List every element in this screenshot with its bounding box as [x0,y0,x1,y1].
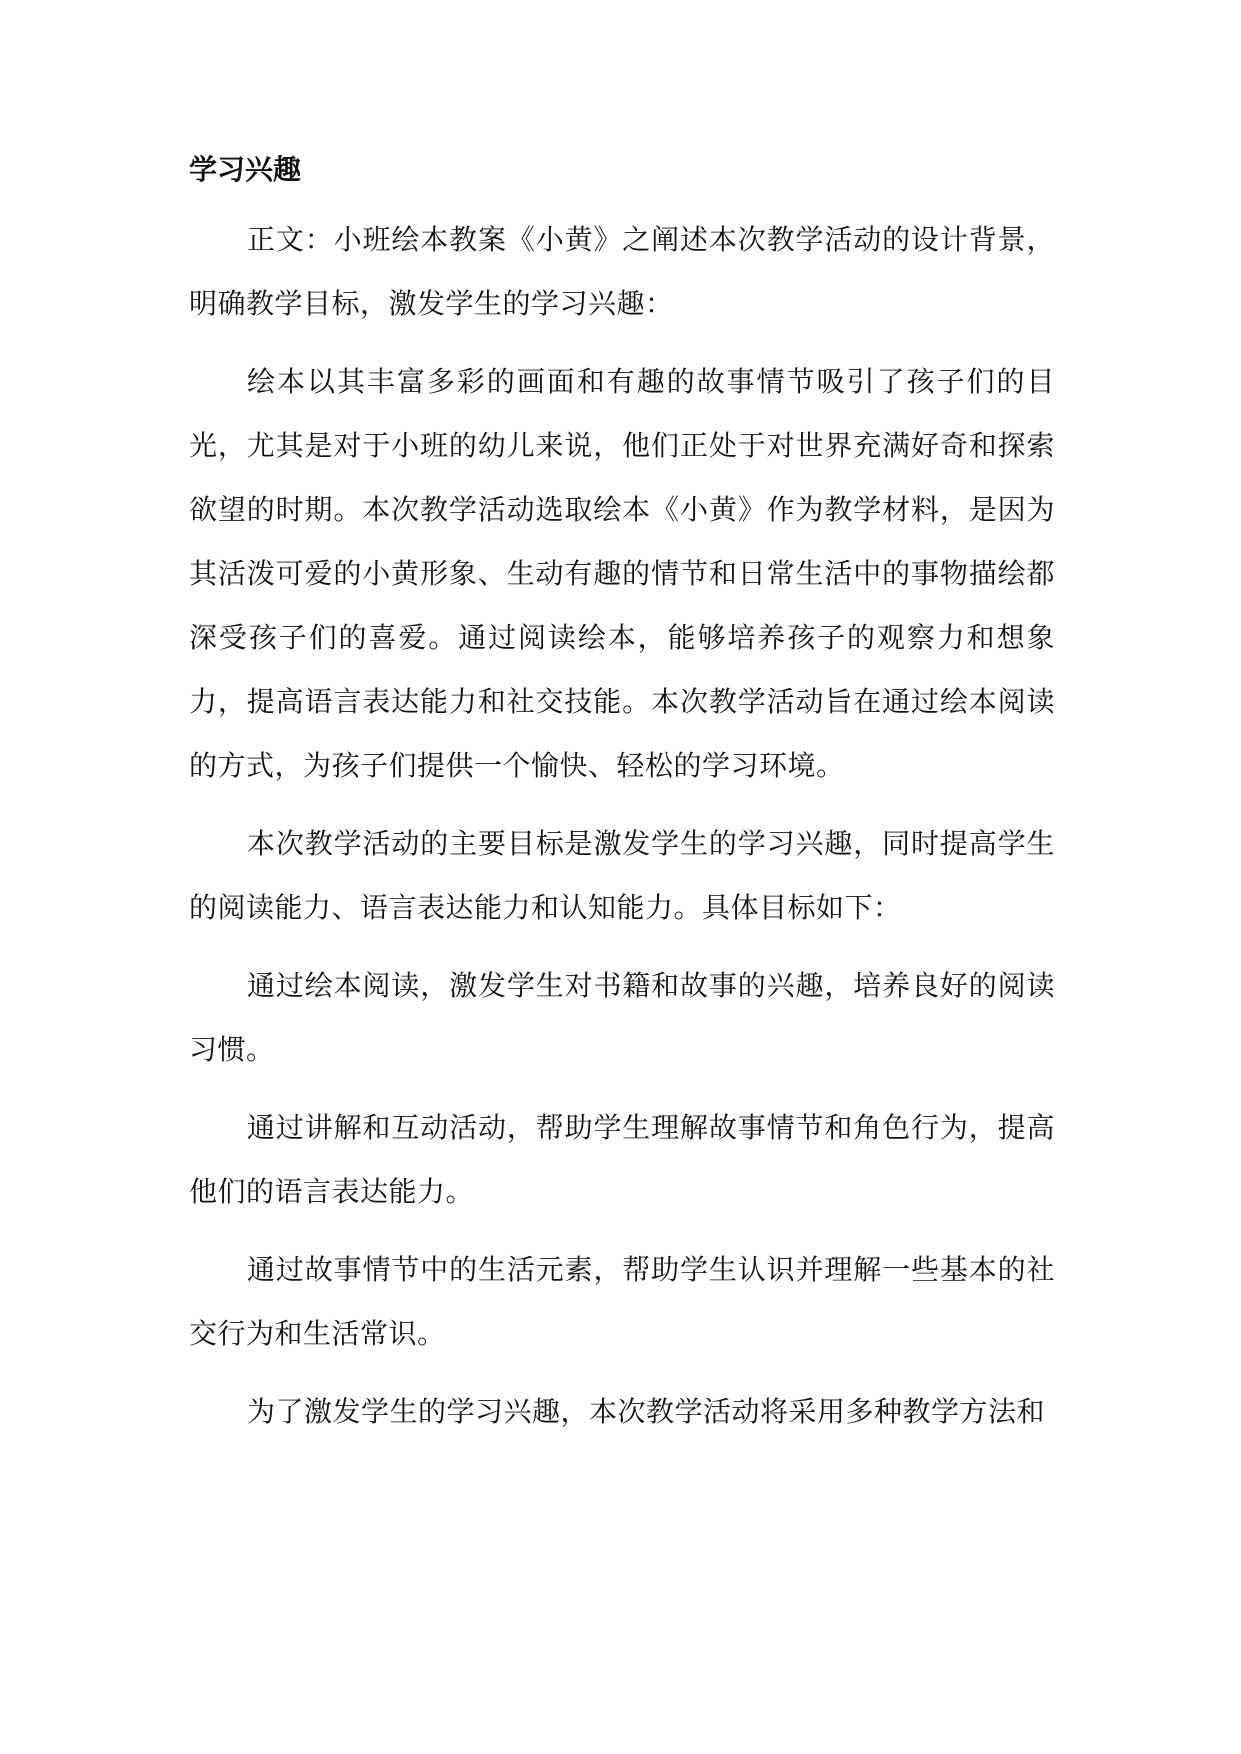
paragraph-intro: 正文：小班绘本教案《小黄》之阐述本次教学活动的设计背景，明确教学目标，激发学生的学习兴趣： [189,223,1055,320]
paragraph-methods: 为了激发学生的学习兴趣，本次教学活动将采用多种教学方法和 [247,1395,1046,1428]
document-title: 学习兴趣 [189,153,302,186]
paragraph-background: 绘本以其丰富多彩的画面和有趣的故事情节吸引了孩子们的目光，尤其是对于小班的幼儿来说，他们正处于对世界充满好奇和探索欲望的时期。本次教学活动选取绘本《小黄》作为教学材料，是因为其活泼可爱的小黄形象、生动有趣的情节和日常生活中的事物描绘都深受孩子们的喜爱。通过阅读绘本，能够培养孩子的观察力和想象力，提高语言表达能力和社交技能。本次教学活动旨在通过绘本阅读的方式，为孩子们提供一个愉快、轻松的学习环境。 [189,365,1055,782]
paragraph-goal-2: 通过讲解和互动活动，帮助学生理解故事情节和角色行为，提高他们的语言表达能力。 [189,1111,1055,1208]
paragraph-goal-1: 通过绘本阅读，激发学生对书籍和故事的兴趣，培养良好的阅读习惯。 [189,969,1055,1066]
paragraph-goal-3: 通过故事情节中的生活元素，帮助学生认识并理解一些基本的社交行为和生活常识。 [189,1253,1055,1350]
document-page [189,150,1055,1458]
paragraph-goals: 本次教学活动的主要目标是激发学生的学习兴趣，同时提高学生的阅读能力、语言表达能力和认知能力。具体目标如下： [189,827,1055,924]
